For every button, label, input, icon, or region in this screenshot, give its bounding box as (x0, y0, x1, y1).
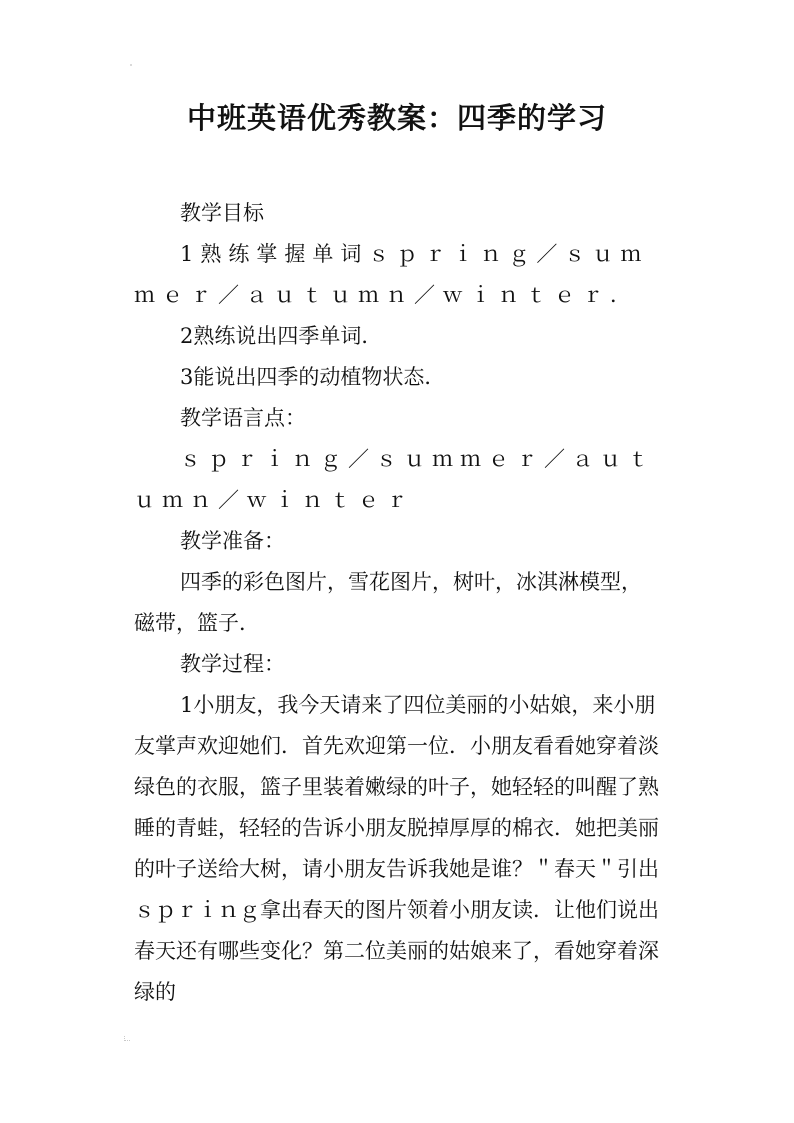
language-points: ｓｐｒｉｎｇ／ｓｕｍｍｅｒ／ａｕｔｕｍｎ／ｗｉｎｔｅｒ (134, 447, 656, 512)
objective-1: 1熟练掌握单词ｓｐｒｉｎｇ／ｓｕｍｍｅｒ／ａｕｔｕｍｎ／ｗｉｎｔｅｒ． (134, 242, 649, 307)
scan-artifact (130, 64, 132, 66)
section-heading-process: 教学过程： (180, 652, 285, 676)
section-heading-preparation: 教学准备： (180, 529, 285, 553)
scan-artifact (124, 1036, 130, 1041)
section-heading-language-points: 教学语言点： (180, 406, 306, 430)
objective-3: 3能说出四季的动植物状态． (180, 365, 446, 389)
document-title: 中班英语优秀教案：四季的学习 (186, 101, 607, 135)
section-heading-objectives: 教学目标 (180, 201, 264, 225)
objective-2: 2熟练说出四季单词． (180, 324, 383, 348)
preparation-materials: 四季的彩色图片，雪花图片，树叶，冰淇淋模型，磁带，篮子． (134, 570, 642, 635)
document-body (134, 193, 662, 1013)
process-step-1: 1小朋友，我今天请来了四位美丽的小姑娘，来小朋友掌声欢迎她们．首先欢迎第一位．小朋友看看她穿着淡绿色的衣服，篮子里装着嫩绿的叶子，她轻轻的叫醒了熟睡的青蛙，轻轻的告诉小朋友脱掉厚厚的棉衣．她把美丽的叶子送给大树，请小朋友告诉我她是谁？＂春天＂引出ｓｐｒｉｎｇ拿出春天的图片领着小朋友读．让他们说出春天还有哪些变化？第二位美丽的姑娘来了，看她穿着深绿的 (134, 693, 659, 1004)
